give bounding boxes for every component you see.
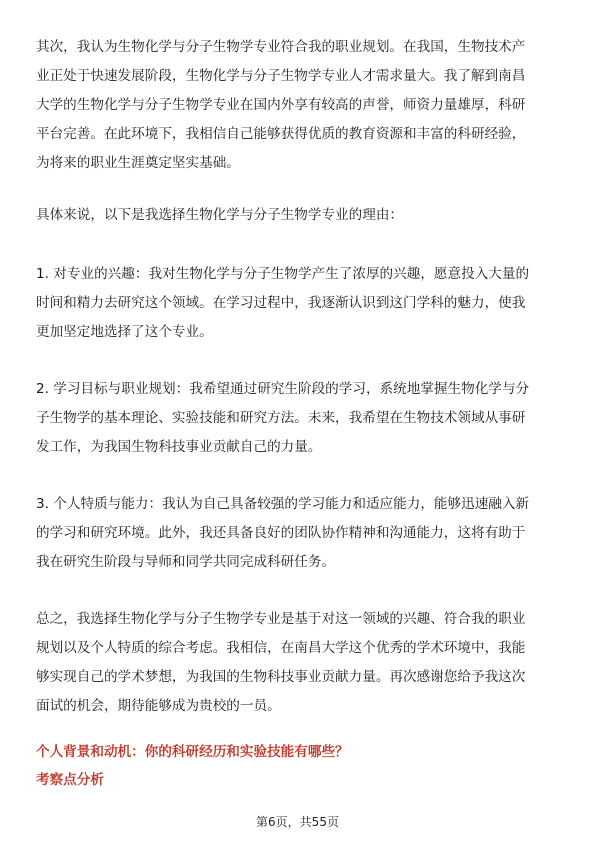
text-line: 发工作，为我国生物科技事业贡献自己的力量。	[36, 439, 322, 455]
text-line: 1. 对专业的兴趣：我对生物化学与分子生物学产生了浓厚的兴趣，愿意投入大量的	[36, 266, 530, 282]
text-line: 更加坚定地选择了这个专业。	[36, 324, 213, 340]
paragraph-career-plan	[36, 33, 558, 178]
text-line: 够实现自己的学术梦想，为我国的生物科技事业贡献力量。再次感谢您给予我这次	[36, 669, 526, 685]
text-line: 业正处于快速发展阶段，生物化学与分子生物学专业人才需求量大。我了解到南昌	[36, 68, 526, 84]
text-line: 3. 个人特质与能力：我认为自己具备较强的学习能力和适应能力，能够迅速融入新	[36, 496, 530, 512]
paragraph-reason-3	[36, 490, 558, 577]
paragraph-conclusion	[36, 605, 558, 721]
text-line: 为将来的职业生涯奠定坚实基础。	[36, 155, 240, 171]
text-line: 平台完善。在此环境下，我相信自己能够获得优质的教育资源和丰富的科研经验，	[36, 126, 526, 142]
text-line: 子生物学的基本理论、实验技能和研究方法。未来，我希望在生物技术领域从事研	[36, 410, 526, 426]
text-line: 时间和精力去研究这个领域。在学习过程中，我逐渐认识到这门学科的魅力，使我	[36, 295, 526, 311]
text-line: 我在研究生阶段与导师和同学共同完成科研任务。	[36, 554, 336, 570]
text-line: 总之，我选择生物化学与分子生物学专业是基于对这一领域的兴趣、符合我的职业	[36, 611, 526, 627]
paragraph-reason-1	[36, 260, 558, 347]
interview-question: 个人背景和动机：你的科研经历和实验技能有哪些？	[36, 744, 349, 760]
paragraph-reason-2	[36, 375, 558, 462]
text-line: 大学的生物化学与分子生物学专业在国内外享有较高的声誉，师资力量雄厚，科研	[36, 97, 526, 113]
text-line: 面试的机会，期待能够成为贵校的一员。	[36, 698, 281, 714]
text-line: 其次，我认为生物化学与分子生物学专业符合我的职业规划。在我国，生物技术产	[36, 39, 526, 55]
text-line: 规划以及个人特质的综合考虑。我相信，在南昌大学这个优秀的学术环境中，我能	[36, 640, 526, 656]
page-number: 第6页，共55页	[256, 815, 339, 829]
paragraph-intro-reasons	[36, 201, 558, 230]
text-line: 2. 学习目标与职业规划：我希望通过研究生阶段的学习，系统地掌握生物化学与分	[36, 381, 530, 397]
text-line: 具体来说，以下是我选择生物化学与分子生物学专业的理由：	[36, 207, 404, 223]
section-heading: 考察点分析	[36, 772, 104, 788]
text-line: 的学习和研究环境。此外，我还具备良好的团队协作精神和沟通能力，这将有助于	[36, 525, 526, 541]
